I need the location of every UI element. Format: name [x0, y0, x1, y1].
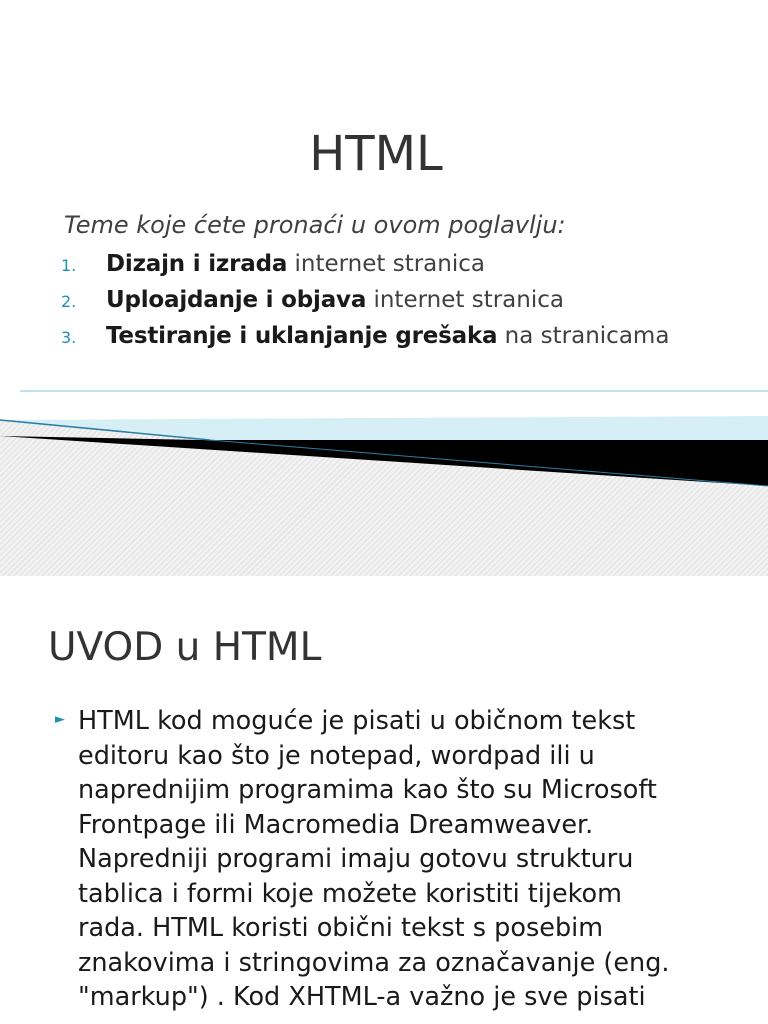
topic-strong-text: Uploajdanje i objava: [106, 287, 367, 313]
decorative-band: [0, 380, 768, 576]
topic-number: 1.: [61, 256, 77, 275]
topic-number: 2.: [61, 292, 77, 311]
slide-title: HTML: [309, 126, 443, 182]
topic-number: 3.: [61, 328, 77, 347]
topic-rest-text: na stranicama: [497, 323, 670, 349]
slide-body-text: HTML kod moguće je pisati u običnom tekst editoru kao što je notepad, wordpad ili u naprednijim programima kao što su Microsoft Frontpage ili Macromedia Dreamweaver. Napredniji programi imaju gotovu strukturu tablica i formi koje možete koristiti tijekom rada. HTML koristi obični tekst s posebim znakovima i stringovima za označavanje (eng. "markup") . Kod XHTML-a važno je sve pisati: [78, 706, 670, 1012]
topic-strong-text: Testiranje i uklanjanje grešaka: [106, 323, 498, 349]
slide-2: [0, 576, 768, 1024]
topic-item: [48, 246, 669, 282]
topic-rest-text: internet stranica: [287, 251, 485, 277]
slide-title: UVOD u HTML: [48, 625, 322, 670]
topic-item: [48, 282, 669, 318]
topic-rest-text: internet stranica: [366, 287, 564, 313]
topic-item: [48, 318, 669, 354]
topic-strong-text: Dizajn i izrada: [106, 251, 288, 277]
topic-list: [48, 246, 669, 354]
triangle-right-icon: ►: [55, 712, 65, 727]
slide-subtitle: Teme koje ćete pronaći u ovom poglavlju:: [64, 211, 566, 239]
